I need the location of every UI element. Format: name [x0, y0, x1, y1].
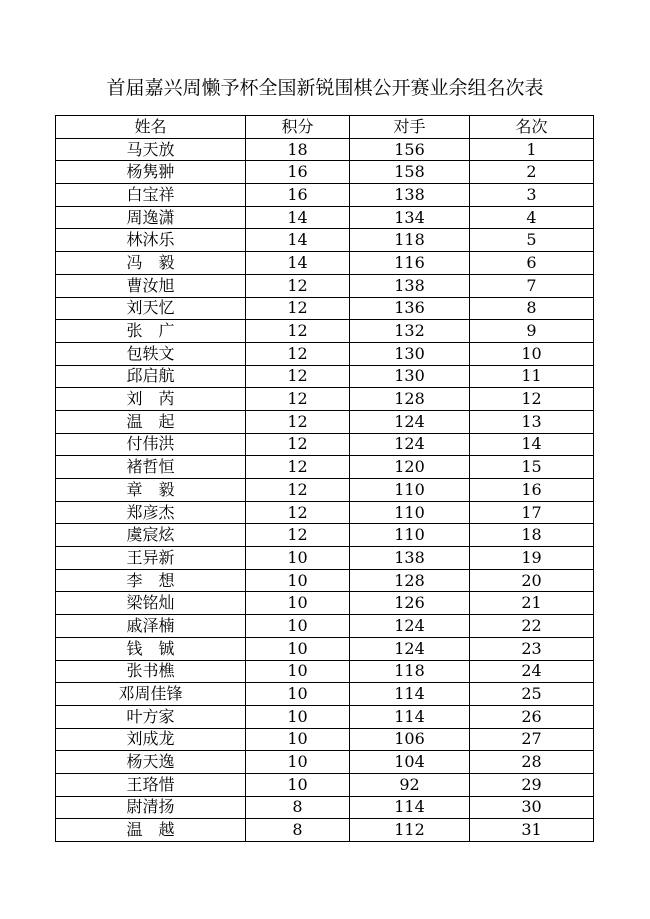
- table-row: [56, 320, 594, 343]
- score-cell: 8: [246, 796, 350, 819]
- player-name-cell: 温 越: [56, 819, 246, 842]
- player-name-cell: 杨天逸: [56, 751, 246, 774]
- opponent-score-cell: 118: [350, 660, 470, 683]
- opponent-score-cell: 106: [350, 728, 470, 751]
- table-row: [56, 501, 594, 524]
- score-cell: 10: [246, 547, 350, 570]
- score-cell: 8: [246, 819, 350, 842]
- table-row: [56, 524, 594, 547]
- table-row: [56, 615, 594, 638]
- opponent-score-cell: 114: [350, 796, 470, 819]
- opponent-score-cell: 124: [350, 615, 470, 638]
- player-name-cell: 邓周佳锋: [56, 683, 246, 706]
- rank-cell: 24: [470, 660, 594, 683]
- player-name-cell: 叶方家: [56, 705, 246, 728]
- score-cell: 10: [246, 637, 350, 660]
- table-row: [56, 592, 594, 615]
- score-cell: 12: [246, 433, 350, 456]
- opponent-score-cell: 104: [350, 751, 470, 774]
- score-cell: 10: [246, 705, 350, 728]
- table-row: [56, 819, 594, 842]
- rank-cell: 3: [470, 184, 594, 207]
- column-header-opponent-score: 对手: [350, 116, 470, 139]
- table-row: [56, 479, 594, 502]
- score-cell: 10: [246, 615, 350, 638]
- opponent-score-cell: 92: [350, 773, 470, 796]
- table-row: [56, 728, 594, 751]
- opponent-score-cell: 118: [350, 229, 470, 252]
- player-name-cell: 马天放: [56, 138, 246, 161]
- rank-cell: 31: [470, 819, 594, 842]
- table-row: [56, 410, 594, 433]
- rank-cell: 27: [470, 728, 594, 751]
- player-name-cell: 邱启航: [56, 365, 246, 388]
- rank-cell: 30: [470, 796, 594, 819]
- score-cell: 12: [246, 274, 350, 297]
- ranking-table: [55, 115, 594, 842]
- score-cell: 14: [246, 229, 350, 252]
- table-row: [56, 773, 594, 796]
- score-cell: 12: [246, 365, 350, 388]
- opponent-score-cell: 158: [350, 161, 470, 184]
- player-name-cell: 郑彦杰: [56, 501, 246, 524]
- column-header-score: 积分: [246, 116, 350, 139]
- opponent-score-cell: 130: [350, 342, 470, 365]
- rank-cell: 8: [470, 297, 594, 320]
- table-row: [56, 683, 594, 706]
- player-name-cell: 杨隽翀: [56, 161, 246, 184]
- score-cell: 12: [246, 410, 350, 433]
- rank-cell: 17: [470, 501, 594, 524]
- player-name-cell: 褚哲恒: [56, 456, 246, 479]
- player-name-cell: 李 想: [56, 569, 246, 592]
- rank-cell: 9: [470, 320, 594, 343]
- table-row: [56, 456, 594, 479]
- player-name-cell: 张 广: [56, 320, 246, 343]
- player-name-cell: 刘成龙: [56, 728, 246, 751]
- player-name-cell: 温 起: [56, 410, 246, 433]
- table-row: [56, 342, 594, 365]
- player-name-cell: 刘 芮: [56, 388, 246, 411]
- opponent-score-cell: 128: [350, 569, 470, 592]
- score-cell: 12: [246, 297, 350, 320]
- table-row: [56, 433, 594, 456]
- score-cell: 16: [246, 161, 350, 184]
- opponent-score-cell: 114: [350, 705, 470, 728]
- opponent-score-cell: 138: [350, 184, 470, 207]
- rank-cell: 10: [470, 342, 594, 365]
- opponent-score-cell: 130: [350, 365, 470, 388]
- score-cell: 16: [246, 184, 350, 207]
- score-cell: 12: [246, 320, 350, 343]
- player-name-cell: 王珞惜: [56, 773, 246, 796]
- player-name-cell: 林沐乐: [56, 229, 246, 252]
- rank-cell: 25: [470, 683, 594, 706]
- rank-cell: 19: [470, 547, 594, 570]
- player-name-cell: 付伟洪: [56, 433, 246, 456]
- table-row: [56, 297, 594, 320]
- player-name-cell: 梁铭灿: [56, 592, 246, 615]
- opponent-score-cell: 116: [350, 252, 470, 275]
- opponent-score-cell: 110: [350, 524, 470, 547]
- rank-cell: 16: [470, 479, 594, 502]
- rank-cell: 1: [470, 138, 594, 161]
- rank-cell: 23: [470, 637, 594, 660]
- table-body: [56, 138, 594, 841]
- page-title: 首届嘉兴周懒予杯全国新锐围棋公开赛业余组名次表: [106, 77, 544, 99]
- player-name-cell: 白宝祥: [56, 184, 246, 207]
- rank-cell: 6: [470, 252, 594, 275]
- opponent-score-cell: 136: [350, 297, 470, 320]
- column-header-rank: 名次: [470, 116, 594, 139]
- rank-cell: 28: [470, 751, 594, 774]
- score-cell: 10: [246, 773, 350, 796]
- player-name-cell: 曹汝旭: [56, 274, 246, 297]
- opponent-score-cell: 138: [350, 547, 470, 570]
- table-row: [56, 184, 594, 207]
- player-name-cell: 钱 铖: [56, 637, 246, 660]
- table-row: [56, 705, 594, 728]
- rank-cell: 29: [470, 773, 594, 796]
- score-cell: 10: [246, 569, 350, 592]
- rank-cell: 26: [470, 705, 594, 728]
- player-name-cell: 刘天忆: [56, 297, 246, 320]
- rank-cell: 5: [470, 229, 594, 252]
- table-row: [56, 365, 594, 388]
- table-row: [56, 751, 594, 774]
- table-row: [56, 138, 594, 161]
- player-name-cell: 戚泽楠: [56, 615, 246, 638]
- table-row: [56, 796, 594, 819]
- opponent-score-cell: 114: [350, 683, 470, 706]
- table-row: [56, 388, 594, 411]
- opponent-score-cell: 128: [350, 388, 470, 411]
- opponent-score-cell: 138: [350, 274, 470, 297]
- rank-cell: 20: [470, 569, 594, 592]
- opponent-score-cell: 124: [350, 637, 470, 660]
- rank-cell: 11: [470, 365, 594, 388]
- rank-cell: 12: [470, 388, 594, 411]
- score-cell: 10: [246, 683, 350, 706]
- player-name-cell: 尉清扬: [56, 796, 246, 819]
- opponent-score-cell: 112: [350, 819, 470, 842]
- rank-cell: 15: [470, 456, 594, 479]
- table-row: [56, 206, 594, 229]
- score-cell: 14: [246, 206, 350, 229]
- player-name-cell: 张书樵: [56, 660, 246, 683]
- table-row: [56, 660, 594, 683]
- score-cell: 12: [246, 501, 350, 524]
- opponent-score-cell: 132: [350, 320, 470, 343]
- rank-cell: 13: [470, 410, 594, 433]
- opponent-score-cell: 134: [350, 206, 470, 229]
- score-cell: 12: [246, 342, 350, 365]
- table-row: [56, 274, 594, 297]
- opponent-score-cell: 110: [350, 479, 470, 502]
- table-row: [56, 229, 594, 252]
- opponent-score-cell: 126: [350, 592, 470, 615]
- player-name-cell: 包轶文: [56, 342, 246, 365]
- score-cell: 12: [246, 456, 350, 479]
- player-name-cell: 冯 毅: [56, 252, 246, 275]
- score-cell: 14: [246, 252, 350, 275]
- rank-cell: 7: [470, 274, 594, 297]
- score-cell: 12: [246, 388, 350, 411]
- score-cell: 10: [246, 660, 350, 683]
- opponent-score-cell: 124: [350, 410, 470, 433]
- table-row: [56, 569, 594, 592]
- score-cell: 10: [246, 728, 350, 751]
- rank-cell: 18: [470, 524, 594, 547]
- opponent-score-cell: 110: [350, 501, 470, 524]
- column-header-name: 姓名: [56, 116, 246, 139]
- table-row: [56, 252, 594, 275]
- table-row: [56, 547, 594, 570]
- rank-cell: 2: [470, 161, 594, 184]
- table-row: [56, 161, 594, 184]
- player-name-cell: 周逸潇: [56, 206, 246, 229]
- score-cell: 10: [246, 592, 350, 615]
- score-cell: 12: [246, 524, 350, 547]
- score-cell: 12: [246, 479, 350, 502]
- player-name-cell: 章 毅: [56, 479, 246, 502]
- table-header-row: [56, 116, 594, 139]
- player-name-cell: 王异新: [56, 547, 246, 570]
- score-cell: 10: [246, 751, 350, 774]
- score-cell: 18: [246, 138, 350, 161]
- rank-cell: 4: [470, 206, 594, 229]
- opponent-score-cell: 124: [350, 433, 470, 456]
- rank-cell: 14: [470, 433, 594, 456]
- rank-cell: 21: [470, 592, 594, 615]
- player-name-cell: 虞宸炫: [56, 524, 246, 547]
- table-row: [56, 637, 594, 660]
- opponent-score-cell: 156: [350, 138, 470, 161]
- opponent-score-cell: 120: [350, 456, 470, 479]
- rank-cell: 22: [470, 615, 594, 638]
